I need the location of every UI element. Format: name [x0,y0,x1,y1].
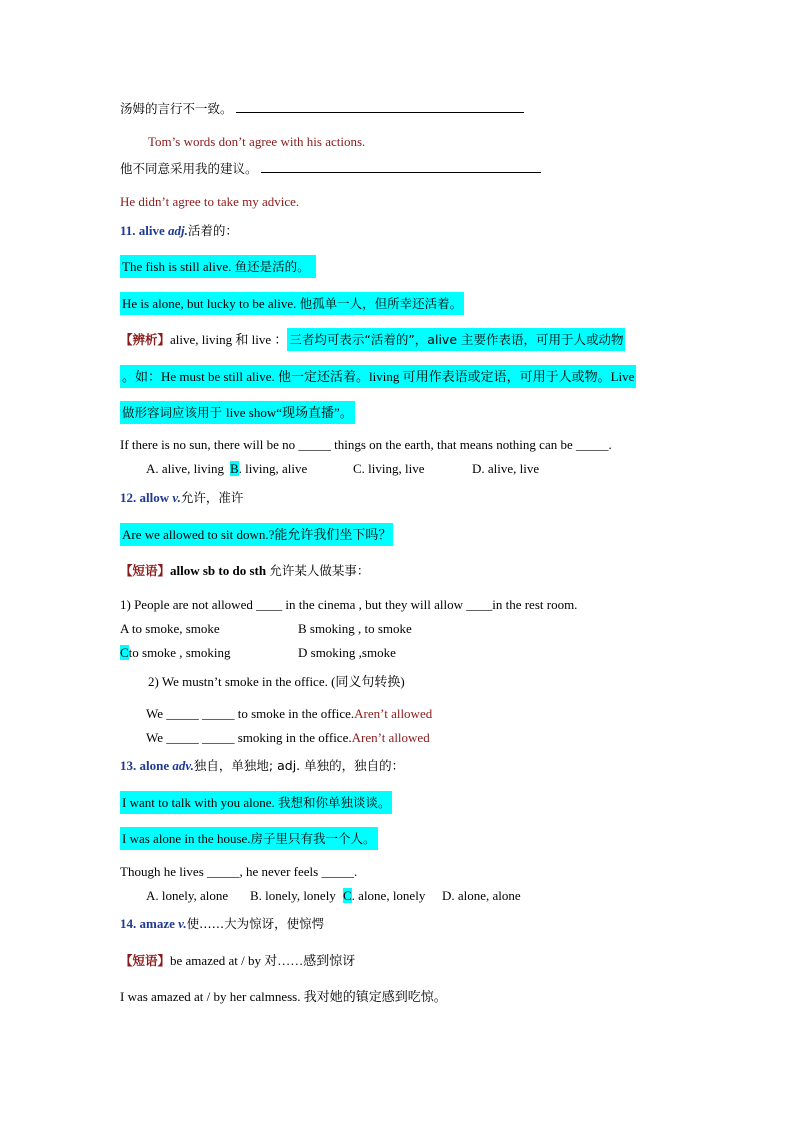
item11-note-l1a: alive, living 和 live ： [170,332,288,347]
item13-option-b[interactable]: B. lonely, lonely [250,888,336,903]
item13-question: Though he lives _____, he never feels _____. [120,864,358,879]
item11-example-1 [120,258,316,276]
tom-prompt [120,100,524,118]
item12-question-1: 1) People are not allowed ____ in the cinema , but they will allow ____in the rest room. [120,597,578,612]
item13-meaning: 独自，单独地; adj. 单独的，独自的： [193,758,405,773]
item12-q1-option-d[interactable]: D smoking ,smoke [298,645,396,660]
item11-option-a[interactable]: A. alive, living [146,461,224,476]
item11-meaning: 活着的： [187,223,238,238]
item13-example-1 [120,794,392,812]
item13-ex2-en: I was alone in the house. [122,831,251,846]
item13-heading [120,757,404,775]
item11-heading [120,222,238,240]
item14-meaning: 使……大为惊讶，使惊愕 [186,916,325,931]
tom-answer-blank[interactable] [236,100,524,113]
item14-phrase-tag: 【短语】 [120,953,171,968]
tom-answer: Tom’s words don’t agree with his actions. [148,134,366,149]
advice-cn: 他不同意采用我的建议。 [120,161,258,176]
tom-cn: 汤姆的言行不一致。 [120,101,233,116]
item12-q1-option-a[interactable]: A to smoke, smoke [120,621,220,636]
advice-prompt [120,160,541,178]
item12-q2-l1-text: We _____ _____ to smoke in the office. [146,706,355,721]
item13-option-c[interactable] [343,887,425,905]
item12-q2-l2-answer: Aren’t allowed [351,730,430,745]
item12-q2-l1-answer: Aren’t allowed [354,706,433,721]
item11-ex1-cn: 鱼还是活的。 [234,259,310,274]
item11-note-tag: 【辨析】 [120,332,171,347]
item11-ex2-cn: 他孤单一人，但所幸还活着。 [299,296,463,311]
item11-note-l2: 。如：He must be still alive. 他一定还活着。living 可用作表语或定语，可用于人或物。Live [120,365,636,388]
item12-heading [120,489,243,507]
item11-note-l3b: live show“现场直播”。 [224,401,355,424]
item11-ex2-en: He is alone, but lucky to be alive. [122,296,300,311]
item11-note-line-2 [120,368,636,386]
item12-q2-l2-text: We _____ _____ smoking in the office. [146,730,352,745]
item12-phrase [120,562,369,580]
item11-note-l3a: 做形容词应该用于 [120,401,224,424]
item11-option-c[interactable]: C. living, live [353,461,425,476]
item11-note-line-1 [120,331,625,349]
item13-word: 13. alone [120,758,173,773]
item13-option-c-letter: C [343,888,352,903]
item14-phrase [120,952,355,970]
item12-example [120,526,393,544]
item11-pos: adj. [168,223,188,238]
item12-phrase-en: allow sb to do sth [170,563,270,578]
item11-word: 11. alive [120,223,169,238]
item14-phrase-text: be amazed at / by 对……感到惊讶 [170,953,356,968]
advice-answer-blank[interactable] [261,160,541,173]
item14-heading [120,915,324,933]
item12-question-2: 2) We mustn’t smoke in the office. (同义句转换) [148,674,405,689]
item13-ex1-cn: 我想和你单独谈谈。 [277,795,391,810]
item11-example-2 [120,295,464,313]
item13-ex2-cn: 房子里只有我一个人。 [250,831,376,846]
item14-pos: v. [178,916,187,931]
item11-option-b[interactable] [230,460,307,478]
item11-note-line-3 [120,404,355,422]
item12-meaning: 允许，准许 [180,490,244,505]
item12-word: 12. allow [120,490,173,505]
item14-word: 14. amaze [120,916,179,931]
item11-question: If there is no sun, there will be no _____ things on the earth, that means nothing can be _____. [120,437,612,452]
item13-example-2 [120,830,378,848]
item12-pos: v. [172,490,181,505]
item13-option-d[interactable]: D. alone, alone [442,888,521,903]
item13-option-c-text: . alone, lonely [351,888,426,903]
item12-ex1: Are we allowed to sit down.?能允许我们坐下吗？ [120,523,393,546]
item12-q1-option-b[interactable]: B smoking , to smoke [298,621,412,636]
item12-q2-line-2 [146,729,430,747]
item11-ex1-en: The fish is still alive. [122,259,235,274]
item12-phrase-cn: 允许某人做某事： [269,563,370,578]
item11-option-b-letter: B [230,461,239,476]
item11-option-d[interactable]: D. alive, live [472,461,540,476]
item12-q1-option-c-letter: C [120,645,129,660]
item12-phrase-tag: 【短语】 [120,563,171,578]
item13-ex1-en: I want to talk with you alone. [122,795,278,810]
item12-q2-line-1 [146,705,432,723]
item13-option-a[interactable]: A. lonely, alone [146,888,229,903]
item12-q1-option-c[interactable] [120,644,231,662]
advice-answer: He didn’t agree to take my advice. [120,194,300,209]
item11-option-b-text: . living, alive [238,461,308,476]
item11-note-l1b: 三者均可表示“活着的”，alive 主要作表语，可用于人或动物 [287,328,625,351]
item13-pos: adv. [172,758,194,773]
item12-q1-option-c-text: to smoke , smoking [128,645,231,660]
item14-example: I was amazed at / by her calmness. 我对她的镇定感到吃惊。 [120,989,447,1004]
